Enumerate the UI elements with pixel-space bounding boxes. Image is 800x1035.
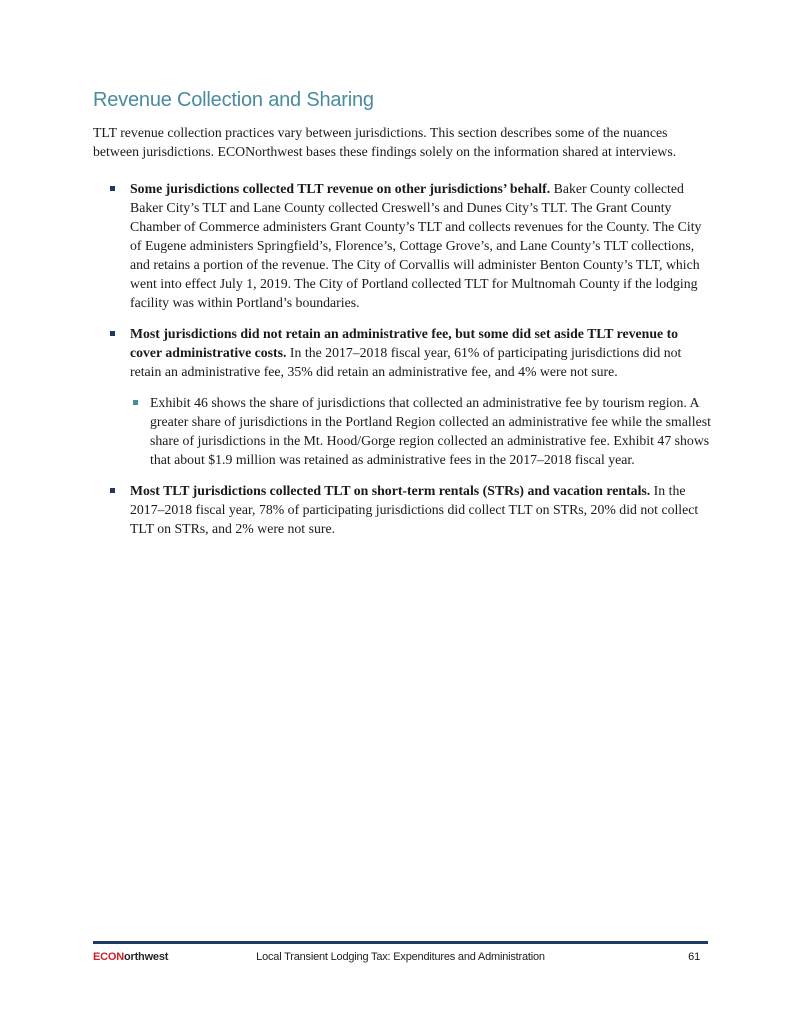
bullet-square-icon [110,186,115,191]
section-title: Revenue Collection and Sharing [93,89,374,111]
page-footer [93,941,708,963]
bullet-square-icon [133,400,138,405]
bullet-item [93,179,711,312]
bullet-body-text: In the 2017–2018 fiscal year, 78% of participating jurisdictions did collect TLT on STRs, 20% did not collect TLT on STRs, and 2% were not sure. [130,483,699,537]
bullet-lead-bold: Some jurisdictions collected TLT revenue on other jurisdictions’ behalf. [130,181,551,197]
bullet-list [93,179,711,538]
intro-paragraph: TLT revenue collection practices vary between jurisdictions. This section describes some of the nuances between jurisdictions. ECONorthwest bases these findings solely on the information shared at interviews. [93,125,677,159]
bullet-item [93,481,711,538]
brand-logo [93,951,168,963]
bullet-text [130,179,711,312]
document-page-content [93,86,711,538]
footer-row [93,951,708,963]
footer-document-title: Local Transient Lodging Tax: Expenditures and Administration [256,951,545,963]
bullet-lead-bold: Most TLT jurisdictions collected TLT on short-term rentals (STRs) and vacation rentals. [130,483,651,499]
brand-logo-dark: orthwest [123,951,169,963]
bullet-square-icon [110,488,115,493]
page-number: 61 [688,951,700,963]
bullet-text [130,481,711,538]
bullet-item [93,324,711,381]
bullet-item [93,393,711,469]
bullet-text [130,324,711,381]
bullet-body-text: In the 2017–2018 fiscal year, 61% of participating jurisdictions did not retain an administrative fee, 35% did retain an administrative fee, and 4% were not sure. [130,345,682,380]
bullet-body-text: Baker County collected Baker City’s TLT and Lane County collected Creswell’s and Dunes City’s TLT. The Grant County Chamber of Commerce administers Grant County’s TLT and collects revenues for the County. The City of Eugene administers Springfield’s, Florence’s, Cottage Grove’s, and Lane County’s TLT collections, and retains a portion of the revenue. The City of Corvallis will administer Benton County’s TLT, which went into effect July 1, 2019. The City of Portland collected TLT for Multnomah County if the lodging facility was within Portland’s boundaries. [130,181,702,311]
bullet-lead-bold: Most jurisdictions did not retain an administrative fee, but some did set aside TLT revenue to cover administrative costs. [130,326,679,361]
bullet-text [150,393,711,469]
footer-rule [93,941,708,944]
brand-logo-red: ECON [93,951,124,963]
bullet-square-icon [110,331,115,336]
bullet-body-text: Exhibit 46 shows the share of jurisdictions that collected an administrative fee by tourism region. A greater share of jurisdictions in the Portland Region collected an administrative fee while the smallest share of jurisdictions in the Mt. Hood/Gorge region collected an administrative fee. Exhibit 47 shows that about $1.9 million was retained as administrative fees in the 2017–2018 fiscal year. [150,395,711,468]
